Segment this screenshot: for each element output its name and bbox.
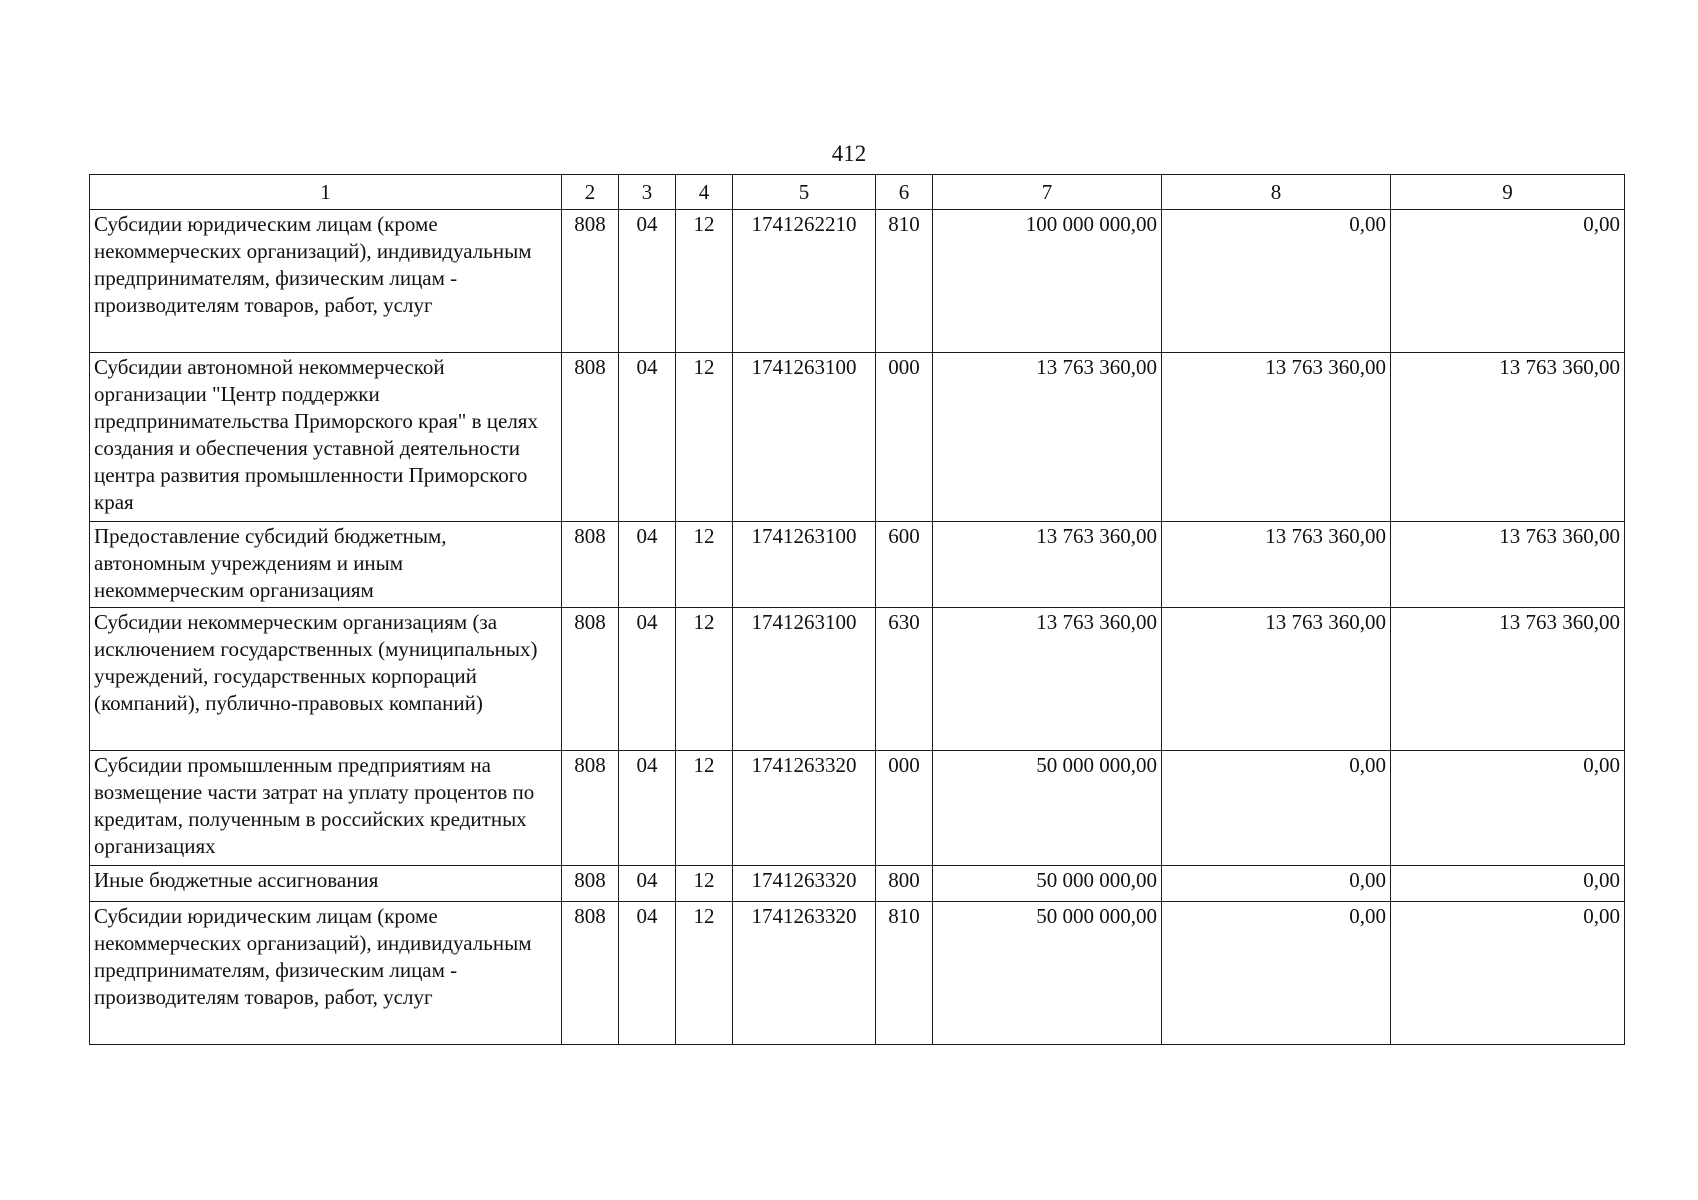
amount-cell: 13 763 360,00 [933, 353, 1162, 522]
code-cell: 1741263320 [733, 902, 876, 1045]
code-cell: 1741263320 [733, 751, 876, 866]
amount-cell: 0,00 [1391, 902, 1625, 1045]
code-cell: 04 [619, 866, 676, 902]
row-description: Субсидии некоммерческим организациям (за исключением государственных (муниципальных) учреждений, государственных корпораций (компаний), публично-правовых компаний) [90, 608, 562, 751]
row-description: Субсидии юридическим лицам (кроме некоммерческих организаций), индивидуальным предпринимателям, физическим лицам - производителям товаров, работ, услуг [90, 210, 562, 353]
code-cell: 1741263320 [733, 866, 876, 902]
amount-cell: 13 763 360,00 [1391, 608, 1625, 751]
page-number: 412 [831, 141, 867, 166]
amount-cell: 13 763 360,00 [1162, 353, 1391, 522]
amount-cell: 13 763 360,00 [1391, 353, 1625, 522]
code-cell: 12 [676, 608, 733, 751]
amount-cell: 13 763 360,00 [1391, 522, 1625, 608]
code-cell: 12 [676, 353, 733, 522]
code-cell: 1741263100 [733, 608, 876, 751]
table-row [90, 751, 1625, 866]
code-cell: 810 [876, 902, 933, 1045]
row-description: Субсидии автономной некоммерческой организации "Центр поддержки предпринимательства Приморского края" в целях создания и обеспечения уставной деятельности центра развития промышленности Приморского края [90, 353, 562, 522]
header-cell: 3 [619, 175, 676, 210]
code-cell: 808 [562, 902, 619, 1045]
header-cell: 1 [90, 175, 562, 210]
amount-cell: 0,00 [1162, 902, 1391, 1045]
amount-cell: 100 000 000,00 [933, 210, 1162, 353]
amount-cell: 13 763 360,00 [933, 522, 1162, 608]
amount-cell: 13 763 360,00 [1162, 608, 1391, 751]
code-cell: 000 [876, 353, 933, 522]
amount-cell: 0,00 [1391, 210, 1625, 353]
row-description: Субсидии промышленным предприятиям на возмещение части затрат на уплату процентов по кредитам, полученным в российских кредитных организациях [90, 751, 562, 866]
amount-cell: 50 000 000,00 [933, 751, 1162, 866]
header-cell: 4 [676, 175, 733, 210]
code-cell: 12 [676, 210, 733, 353]
code-cell: 12 [676, 522, 733, 608]
code-cell: 1741263100 [733, 353, 876, 522]
amount-cell: 13 763 360,00 [933, 608, 1162, 751]
header-cell: 6 [876, 175, 933, 210]
code-cell: 12 [676, 902, 733, 1045]
code-cell: 800 [876, 866, 933, 902]
header-cell: 9 [1391, 175, 1625, 210]
code-cell: 04 [619, 751, 676, 866]
code-cell: 808 [562, 866, 619, 902]
code-cell: 808 [562, 210, 619, 353]
amount-cell: 0,00 [1162, 210, 1391, 353]
table-row [90, 902, 1625, 1045]
table-header-row [90, 175, 1625, 210]
code-cell: 810 [876, 210, 933, 353]
code-cell: 808 [562, 353, 619, 522]
table-row [90, 210, 1625, 353]
table-row [90, 608, 1625, 751]
code-cell: 04 [619, 522, 676, 608]
amount-cell: 50 000 000,00 [933, 866, 1162, 902]
table-row [90, 353, 1625, 522]
code-cell: 000 [876, 751, 933, 866]
code-cell: 04 [619, 353, 676, 522]
header-cell: 8 [1162, 175, 1391, 210]
row-description: Субсидии юридическим лицам (кроме некоммерческих организаций), индивидуальным предпринимателям, физическим лицам - производителям товаров, работ, услуг [90, 902, 562, 1045]
code-cell: 04 [619, 902, 676, 1045]
code-cell: 808 [562, 751, 619, 866]
code-cell: 600 [876, 522, 933, 608]
code-cell: 12 [676, 866, 733, 902]
amount-cell: 0,00 [1162, 751, 1391, 866]
amount-cell: 0,00 [1391, 866, 1625, 902]
header-cell: 2 [562, 175, 619, 210]
budget-table [89, 174, 1625, 1045]
table-row [90, 522, 1625, 608]
amount-cell: 0,00 [1162, 866, 1391, 902]
amount-cell: 50 000 000,00 [933, 902, 1162, 1045]
header-cell: 7 [933, 175, 1162, 210]
code-cell: 808 [562, 522, 619, 608]
code-cell: 1741263100 [733, 522, 876, 608]
table-row [90, 866, 1625, 902]
row-description: Предоставление субсидий бюджетным, автономным учреждениям и иным некоммерческим организациям [90, 522, 562, 608]
amount-cell: 13 763 360,00 [1162, 522, 1391, 608]
code-cell: 04 [619, 608, 676, 751]
code-cell: 808 [562, 608, 619, 751]
code-cell: 12 [676, 751, 733, 866]
code-cell: 630 [876, 608, 933, 751]
amount-cell: 0,00 [1391, 751, 1625, 866]
code-cell: 04 [619, 210, 676, 353]
code-cell: 1741262210 [733, 210, 876, 353]
header-cell: 5 [733, 175, 876, 210]
row-description: Иные бюджетные ассигнования [90, 866, 562, 902]
